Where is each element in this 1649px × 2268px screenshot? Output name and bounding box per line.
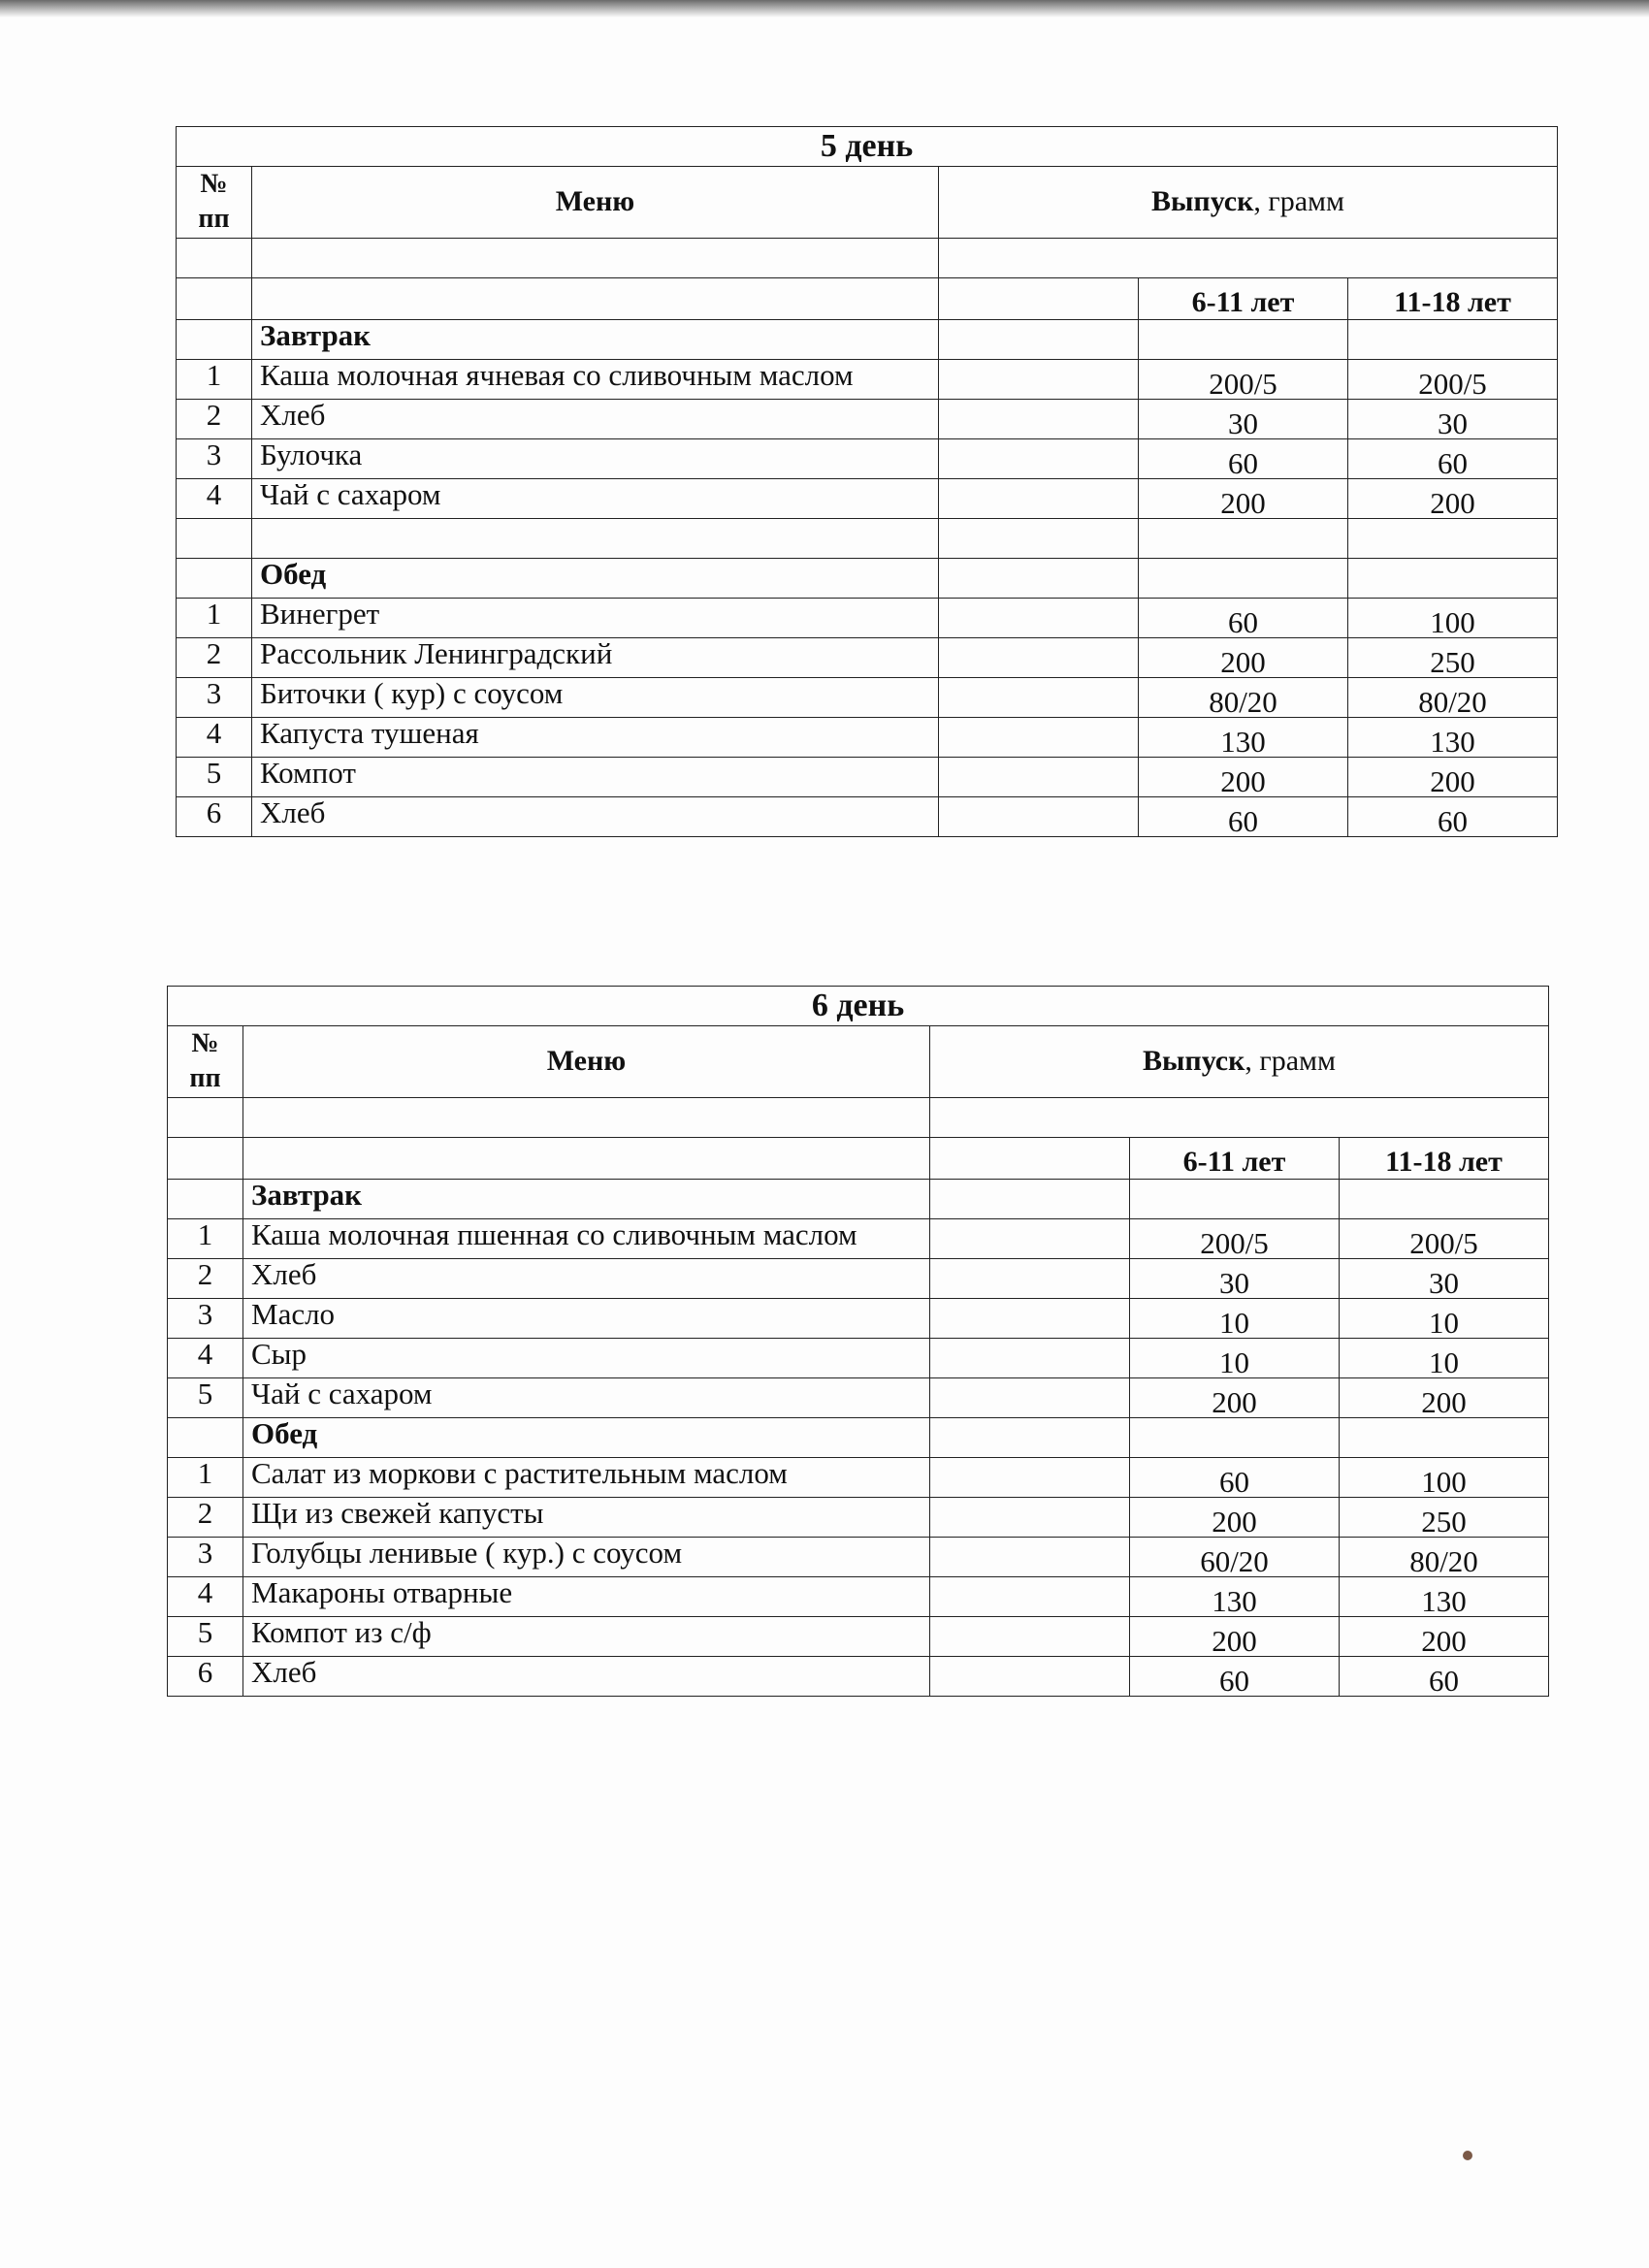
dish-name: Голубцы ленивые ( кур.) с соусом: [243, 1537, 930, 1576]
portion-11-18: 60: [1340, 1656, 1549, 1696]
age-6-11-header: 6-11 лет: [1139, 277, 1348, 319]
portion-6-11: 60: [1130, 1656, 1340, 1696]
output-header: Выпуск, грамм: [930, 1026, 1549, 1098]
portion-6-11: 10: [1130, 1298, 1340, 1338]
blank-row: [177, 518, 1558, 558]
table-row: 1 Каша молочная пшенная со сливочным маслом 200/5 200/5: [168, 1218, 1549, 1258]
table-row: 1 Салат из моркови с растительным маслом 60 100: [168, 1457, 1549, 1497]
portion-11-18: 250: [1340, 1497, 1549, 1537]
dish-name: Винегрет: [252, 598, 939, 637]
dish-name: Чай с сахаром: [243, 1377, 930, 1417]
dish-name: Макароны отварные: [243, 1576, 930, 1616]
portion-6-11: 10: [1130, 1338, 1340, 1377]
spacer-row: [168, 1097, 1549, 1137]
dish-name: Каша молочная ячневая со сливочным маслом: [252, 359, 939, 399]
portion-11-18: 130: [1340, 1576, 1549, 1616]
portion-11-18: 10: [1340, 1298, 1549, 1338]
portion-11-18: 60: [1348, 438, 1558, 478]
dish-name: Капуста тушеная: [252, 717, 939, 757]
portion-11-18: 10: [1340, 1338, 1549, 1377]
scan-speck: [1463, 2151, 1472, 2160]
breakfast-label: Завтрак: [252, 319, 939, 359]
portion-11-18: 200: [1348, 757, 1558, 796]
spacer-row: [177, 238, 1558, 277]
dish-name: Каша молочная пшенная со сливочным маслом: [243, 1218, 930, 1258]
table-row: 2 Рассольник Ленинградский 200 250: [177, 637, 1558, 677]
portion-11-18: 250: [1348, 637, 1558, 677]
day-5-menu-table: [176, 126, 1558, 837]
dish-name: Чай с сахаром: [252, 478, 939, 518]
table-row: 2 Хлеб 30 30: [177, 399, 1558, 438]
age-header-row: [177, 277, 1558, 319]
portion-6-11: 60: [1130, 1457, 1340, 1497]
dish-name: Булочка: [252, 438, 939, 478]
table-row: 2 Щи из свежей капусты 200 250: [168, 1497, 1549, 1537]
portion-6-11: 60: [1139, 796, 1348, 836]
portion-6-11: 130: [1130, 1576, 1340, 1616]
dish-name: Хлеб: [252, 796, 939, 836]
day-6-menu-table: [167, 986, 1549, 1697]
menu-header: Меню: [243, 1026, 930, 1098]
portion-11-18: 80/20: [1348, 677, 1558, 717]
age-header-row: [168, 1137, 1549, 1179]
lunch-label: Обед: [243, 1417, 930, 1457]
portion-11-18: 30: [1348, 399, 1558, 438]
scan-top-edge: [0, 0, 1649, 17]
portion-11-18: 30: [1340, 1258, 1549, 1298]
portion-6-11: 200/5: [1139, 359, 1348, 399]
portion-6-11: 200: [1139, 757, 1348, 796]
table-row: 3 Масло 10 10: [168, 1298, 1549, 1338]
table-row: 5 Чай с сахаром 200 200: [168, 1377, 1549, 1417]
portion-6-11: 30: [1130, 1258, 1340, 1298]
portion-11-18: 80/20: [1340, 1537, 1549, 1576]
number-header: № пп: [168, 1026, 243, 1098]
lunch-label: Обед: [252, 558, 939, 598]
table-row: 3 Биточки ( кур) с соусом 80/20 80/20: [177, 677, 1558, 717]
lunch-section-row: [177, 558, 1558, 598]
table-row: 2 Хлеб 30 30: [168, 1258, 1549, 1298]
portion-11-18: 200: [1340, 1377, 1549, 1417]
header-row: [168, 1026, 1549, 1098]
dish-name: Хлеб: [243, 1258, 930, 1298]
breakfast-section-row: [177, 319, 1558, 359]
portion-6-11: 30: [1139, 399, 1348, 438]
dish-name: Щи из свежей капусты: [243, 1497, 930, 1537]
portion-6-11: 200: [1130, 1616, 1340, 1656]
dish-name: Биточки ( кур) с соусом: [252, 677, 939, 717]
breakfast-label: Завтрак: [243, 1179, 930, 1218]
header-row: [177, 167, 1558, 239]
table-row: 1 Винегрет 60 100: [177, 598, 1558, 637]
portion-6-11: 200/5: [1130, 1218, 1340, 1258]
output-header: Выпуск, грамм: [939, 167, 1558, 239]
dish-name: Салат из моркови с растительным маслом: [243, 1457, 930, 1497]
table-row: 4 Сыр 10 10: [168, 1338, 1549, 1377]
portion-6-11: 60: [1139, 598, 1348, 637]
portion-6-11: 200: [1130, 1497, 1340, 1537]
menu-header: Меню: [252, 167, 939, 239]
breakfast-section-row: [168, 1179, 1549, 1218]
dish-name: Хлеб: [252, 399, 939, 438]
portion-11-18: 200/5: [1340, 1218, 1549, 1258]
dish-name: Хлеб: [243, 1656, 930, 1696]
dish-name: Компот из с/ф: [243, 1616, 930, 1656]
table-row: 3 Голубцы ленивые ( кур.) с соусом 60/20 80/20: [168, 1537, 1549, 1576]
table-row: 1 Каша молочная ячневая со сливочным маслом 200/5 200/5: [177, 359, 1558, 399]
portion-6-11: 200: [1139, 637, 1348, 677]
day-title: 5 день: [177, 127, 1558, 167]
portion-11-18: 200: [1348, 478, 1558, 518]
table-row: 4 Макароны отварные 130 130: [168, 1576, 1549, 1616]
portion-11-18: 200: [1340, 1616, 1549, 1656]
portion-11-18: 60: [1348, 796, 1558, 836]
table-row: 4 Чай с сахаром 200 200: [177, 478, 1558, 518]
portion-11-18: 200/5: [1348, 359, 1558, 399]
portion-11-18: 100: [1348, 598, 1558, 637]
age-6-11-header: 6-11 лет: [1130, 1137, 1340, 1179]
dish-name: Сыр: [243, 1338, 930, 1377]
table-row: 6 Хлеб 60 60: [168, 1656, 1549, 1696]
day-title: 6 день: [168, 987, 1549, 1026]
portion-11-18: 130: [1348, 717, 1558, 757]
day-title-row: [177, 127, 1558, 167]
table-row: 5 Компот из с/ф 200 200: [168, 1616, 1549, 1656]
number-header: № пп: [177, 167, 252, 239]
portion-6-11: 60: [1139, 438, 1348, 478]
portion-6-11: 200: [1130, 1377, 1340, 1417]
lunch-section-row: [168, 1417, 1549, 1457]
portion-11-18: 100: [1340, 1457, 1549, 1497]
portion-6-11: 200: [1139, 478, 1348, 518]
dish-name: Рассольник Ленинградский: [252, 637, 939, 677]
age-11-18-header: 11-18 лет: [1348, 277, 1558, 319]
portion-6-11: 80/20: [1139, 677, 1348, 717]
table-row: 3 Булочка 60 60: [177, 438, 1558, 478]
table-row: 6 Хлеб 60 60: [177, 796, 1558, 836]
table-row: 4 Капуста тушеная 130 130: [177, 717, 1558, 757]
day-title-row: [168, 987, 1549, 1026]
portion-6-11: 60/20: [1130, 1537, 1340, 1576]
age-11-18-header: 11-18 лет: [1340, 1137, 1549, 1179]
portion-6-11: 130: [1139, 717, 1348, 757]
dish-name: Масло: [243, 1298, 930, 1338]
table-row: 5 Компот 200 200: [177, 757, 1558, 796]
dish-name: Компот: [252, 757, 939, 796]
